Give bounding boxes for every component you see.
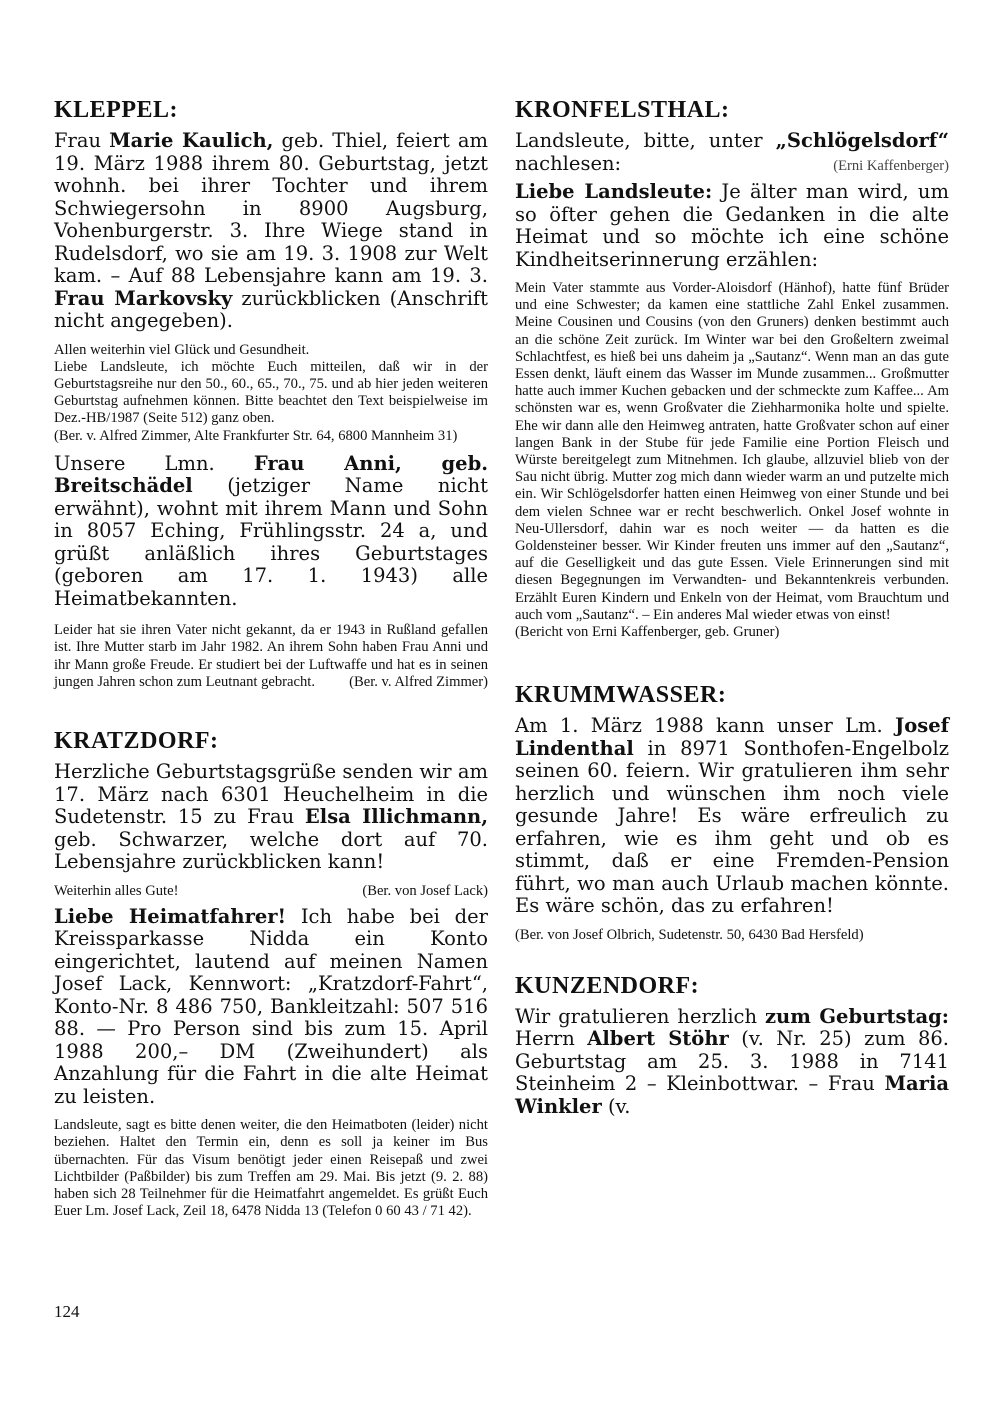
- text-run: Landsleute, bitte, unter: [515, 129, 776, 152]
- text-run: Am 1. März 1988 kann unser Lm.: [515, 714, 895, 738]
- person-name: Elsa Illichmann,: [304, 805, 488, 829]
- lead-in: Liebe Landsleute:: [515, 180, 713, 203]
- text-run: (jetziger Name nicht erwähnt), wohnt mit ihrem Mann und Sohn in 8057 Eching, Frühlingsstr. 24 a, und grüßt anläßlich ihres Geburtstages (geboren am 17. 1. 1943) alle Heimatbekannten.: [54, 474, 488, 610]
- text-run: nachlesen:: [515, 151, 622, 175]
- kleppel-paragraph-6: [54, 622, 488, 691]
- section-heading-kratzdorf: KRATZDORF:: [54, 728, 219, 755]
- text-run: in 8971 Sonthofen-Engelbolz seinen 60. feiern. Wir gratulieren ihm sehr herzlich und wünschen ihm noch viele gesunde Jahre! Es wäre erfreulich zu erfahren, wie es ihm geht und ob es stimmt, daß er eine Fremden-Pension führt, wo man auch Urlaub machen könnte. Es wäre schön, das zu erfahren!: [515, 736, 949, 918]
- person-name: Maria Winkler: [515, 1072, 949, 1118]
- section-heading-kleppel: KLEPPEL:: [54, 97, 179, 123]
- text-run: Unsere Lmn.: [54, 451, 254, 475]
- right-column: [515, 96, 949, 1127]
- left-column: [54, 96, 488, 1220]
- kleppel-paragraph-5: [54, 453, 488, 611]
- text-run: Wir gratulieren herzlich: [515, 1004, 765, 1028]
- lead-in: zum Geburtstag:: [764, 1004, 950, 1028]
- kratzdorf-paragraph-2: [54, 883, 488, 900]
- report-attribution: (Ber. von Josef Lack): [362, 882, 488, 899]
- kronfelsthal-paragraph-1: [515, 130, 949, 175]
- report-attribution: (Erni Kaffenberger): [833, 157, 949, 174]
- section-heading-kunzendorf: KUNZENDORF:: [515, 972, 700, 999]
- person-name: Albert Stöhr: [587, 1027, 729, 1051]
- page-number: 124: [54, 1302, 80, 1321]
- text-run: zurückblicken (Anschrift nicht angegeben).: [54, 286, 488, 332]
- village-name: „Schlögelsdorf“: [775, 129, 949, 152]
- kleppel-paragraph-3: Liebe Landsleute, ich möchte Euch mitteilen, daß wir in der Geburtstagsreihe nur den 50., 60., 65., 70., 75. und ab hier jeden weiteren Geburtstag aufnehmen können. Bitte beachtet den Text beispielweise im Dez.-HB/1987 (Seite 512) ganz oben.: [54, 358, 488, 427]
- text-run: Ich habe bei der Kreissparkasse Nidda ein Konto eingerichtet, lautend auf meinen Namen Josef Lack, Kennwort: „Kratzdorf-Fahrt“, Konto-Nr. 8 486 750, Bankleitzahl: 507 516 88. — Pro Person sind bis zum 15. April 1988 200,– DM (Zweihundert) als Anzahlung für die Fahrt in die alte Heimat zu leisten.: [54, 904, 488, 1108]
- kleppel-paragraph-2: Allen weiterhin viel Glück und Gesundheit.: [54, 341, 310, 358]
- kunzendorf-paragraph-1: [515, 1006, 949, 1119]
- text-run: Leider hat sie ihren Vater nicht gekannt, da er 1943 in Rußland gefallen ist. Ihre Mutter starb im Jahr 1982. An ihrem Sohn haben Frau Anni und ihr Mann große Freude. Er studiert bei der Luftwaffe und hat es in seinen jungen Jahren schon zum Leutnant gebracht.: [54, 622, 488, 690]
- text-run: Weiterhin alles Gute!: [54, 882, 179, 899]
- kronfelsthal-report-attribution: (Bericht von Erni Kaffenberger, geb. Gruner): [515, 624, 780, 641]
- kronfelsthal-paragraph-3: Mein Vater stammte aus Vorder-Aloisdorf (Hänhof), hatte fünf Brüder und eine Schwester; da kamen eine stattliche Zahl Enkel zusammen. Meine Cousinen und Cousins (von den Gruners) denken bestimmt auch an die schöne Zeit zurück. Im Winter war bei den Großeltern zweimal Schlachtfest, es hieß bei uns daheim ja „Sautanz“. Wenn man an das gute Essen denkt, läuft einem das Wasser im Munde zusammen... Großmutter hatte auch immer Kuchen gebacken und der schmeckte zum Kaffee... Am schönsten war es, wenn Großvater die Ziehharmonika holte und spielte. Ehe wir dann alle den Heimweg antraten, hatte Großvater schon auf einer langen Bank in der Stube für jede Familie eine Portion Fleisch und Würste bereitgelegt zum Mitnehmen. Ich glaube, allzuviel blieb von der Sau nicht übrig. Mutter zog mich dann wieder warm an und putzelte mich ein. Wir Schlögelsdorfer hatten einen Heimweg von einer Stunde und bei dem vielen Schnee war er recht beschwerlich. Onkel Josef wohnte in Neu-Ullersdorf, dahin war es noch weiter — da hatten es die Goldensteiner besser. Wir Kinder freuten uns immer auf den „Sautanz“, auf die Geselligkeit und das gute Essen. Viele Erinnerungen sind mit diesen Begegnungen im Verwandten- und Bekanntenkreis verbunden. Erzählt Euren Kindern und Enkeln von der Heimat, vom Brauchtum und auch vom „Sautanz“. – Ein anderes Mal wieder etwas von einst!: [515, 280, 949, 623]
- text-run: (v. Nr. 25) zum 86. Geburtstag am 25. 3. 1988 in 7141 Steinheim 2 – Kleinbottwar. – Frau: [515, 1027, 950, 1096]
- kratzdorf-paragraph-1: [54, 761, 488, 874]
- text-run: geb. Thiel, feiert am 19. März 1988 ihrem 80. Geburtstag, jetzt wohnh. bei ihrer Tochter und ihrem Schwiegersohn in 8900 Augsburg, Vohenburgerstr. 3. Ihre Wiege stand in Rudelsdorf, wo sie am 19. 3. 1908 zur Welt kam. – Auf 88 Lebensjahre kann am 19. 3.: [54, 129, 488, 287]
- kleppel-paragraph-1: [54, 130, 488, 333]
- lead-in: Liebe Heimatfahrer!: [54, 904, 287, 928]
- krummwasser-report-attribution: (Ber. von Josef Olbrich, Sudetenstr. 50, 6430 Bad Hersfeld): [515, 926, 864, 943]
- person-name: Frau Anni, geb. Breitschädel: [54, 451, 488, 498]
- kronfelsthal-paragraph-2: [515, 181, 949, 271]
- text-run: Herrn: [515, 1027, 588, 1051]
- kratzdorf-paragraph-4: Landsleute, sagt es bitte denen weiter, die den Heimatboten (leider) nicht beziehen. Haltet den Termin ein, denn es soll ja keiner im Bus übernachten. Für das Visum benötigt jeder einen Reisepaß und zwei Lichtbilder (Paßbilder) bis zum Treffen am 29. Mai. Bis jetzt (9. 2. 88) haben sich 28 Teilnehmer für die Heimatfahrt angemeldet. Es grüßt Euch Euer Lm. Josef Lack, Zeil 18, 6478 Nidda 13 (Telefon 0 60 43 / 71 42).: [54, 1117, 488, 1220]
- kratzdorf-paragraph-3: [54, 906, 488, 1109]
- text-run: Herzliche Geburtstagsgrüße senden wir am 17. März nach 6301 Heuchelheim in die Sudetenstr. 15 zu Frau: [54, 760, 488, 829]
- text-run: geb. Schwarzer, welche dort auf 70. Lebensjahre zurückblicken kann!: [54, 827, 488, 874]
- report-attribution: (Ber. v. Alfred Zimmer): [349, 673, 488, 690]
- person-name: Marie Kaulich,: [109, 129, 274, 152]
- text-run: Frau: [54, 129, 110, 152]
- section-heading-krummwasser: KRUMMWASSER:: [515, 682, 727, 709]
- person-name: Josef Lindenthal: [515, 714, 949, 760]
- section-heading-kronfelsthal: KRONFELSTHAL:: [515, 97, 730, 123]
- text-run: (v.: [601, 1094, 631, 1118]
- person-name: Frau Markovsky: [54, 286, 233, 310]
- text-run: Je älter man wird, um so öfter gehen die Gedanken in die alte Heimat und so möchte ich eine schöne Kindheitserinnerung erzählen:: [515, 180, 949, 271]
- kleppel-report-attribution: (Ber. v. Alfred Zimmer, Alte Frankfurter Str. 64, 6800 Mannheim 31): [54, 427, 458, 444]
- krummwasser-paragraph-1: [515, 715, 949, 918]
